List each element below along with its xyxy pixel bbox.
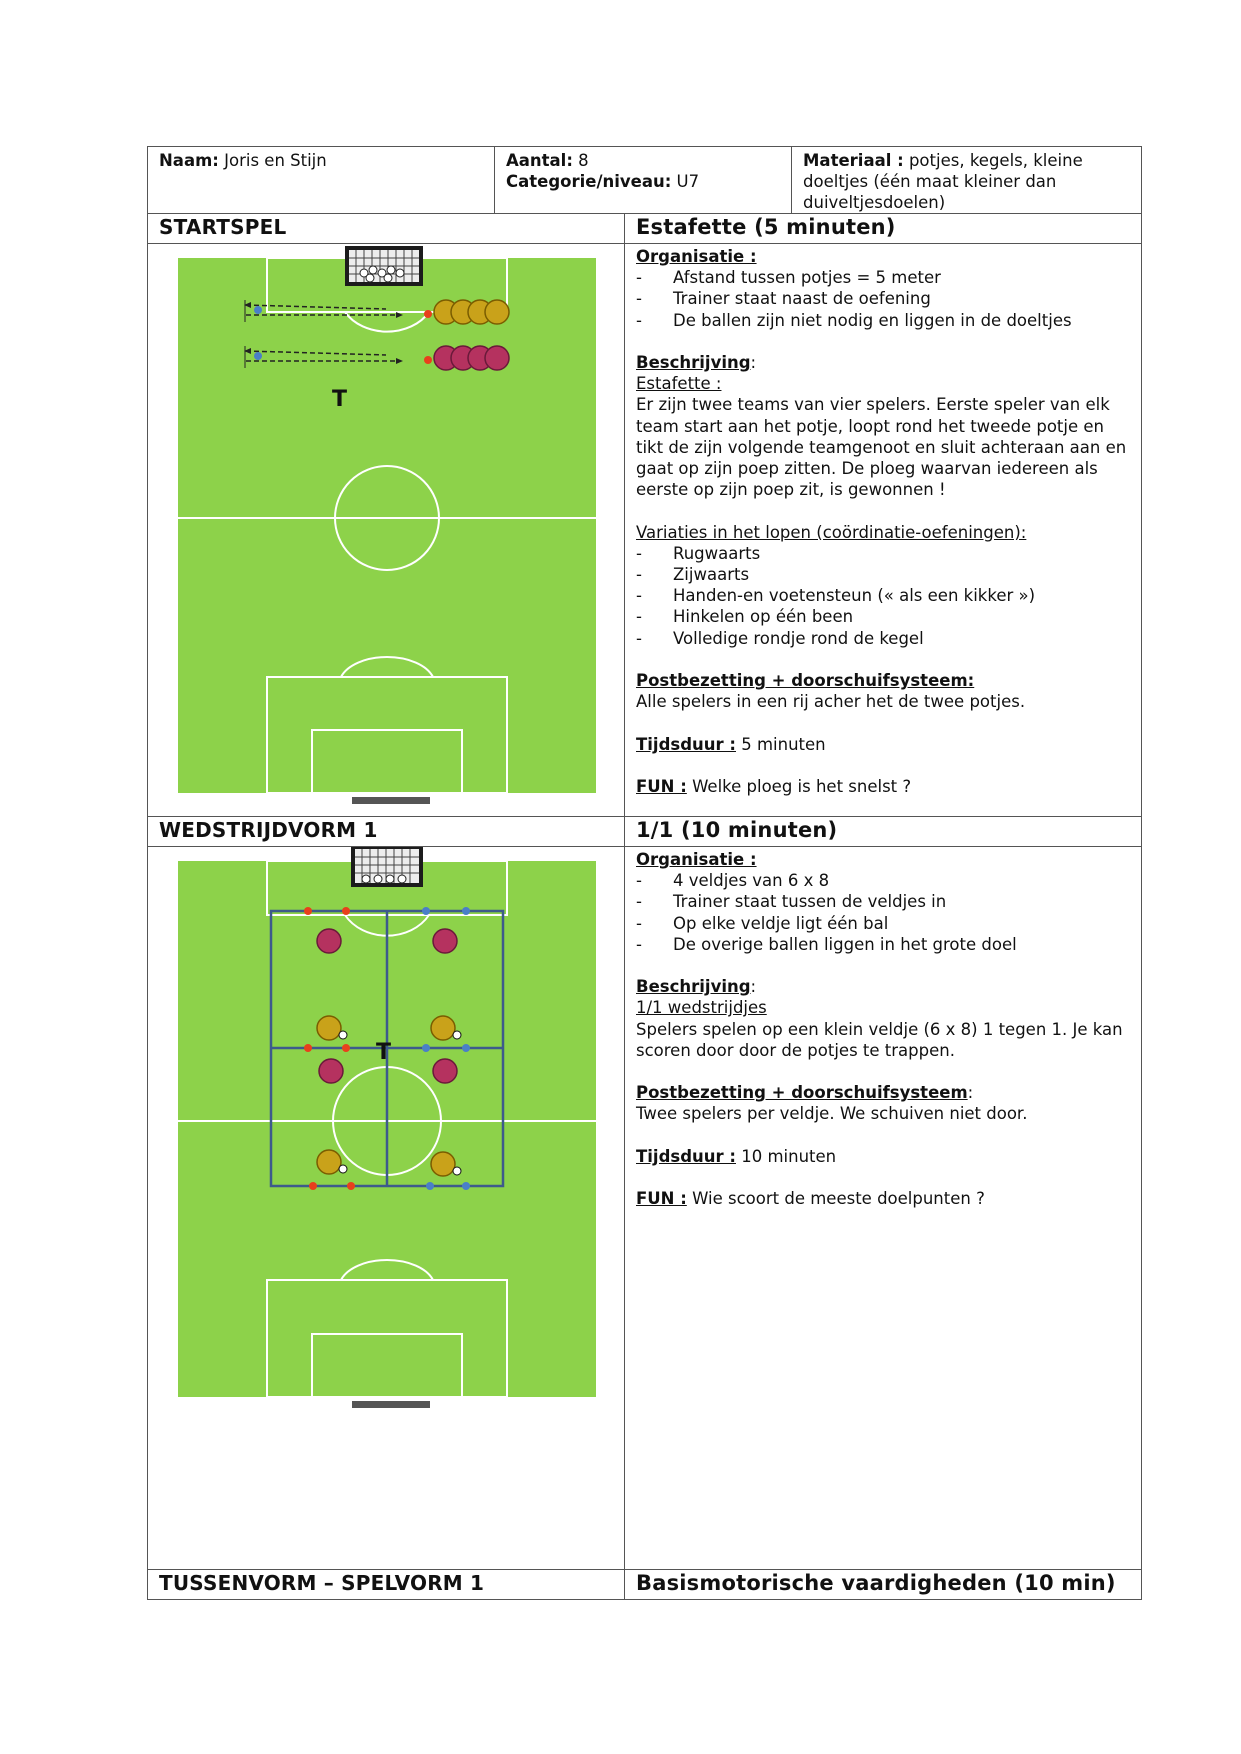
cone-red bbox=[342, 907, 350, 915]
trainer-marker: T bbox=[332, 387, 348, 412]
section3-right-title: Basismotorische vaardigheden (10 min) bbox=[625, 1570, 1142, 1600]
fun-value: Wie scoort de meeste doelpunten ? bbox=[686, 1189, 985, 1209]
cone-red bbox=[342, 1044, 350, 1052]
cone-blue bbox=[426, 1182, 434, 1190]
cone-red bbox=[304, 1044, 312, 1052]
list-item: - Afstand tussen potjes = 5 meter bbox=[636, 267, 1131, 288]
materiaal-value: potjes, kegels, kleine doeltjes (één maat kleiner dan duiveltjesdoelen) bbox=[803, 151, 1083, 212]
list-item: - Trainer staat naast de oefening bbox=[636, 288, 1131, 309]
section1-content-row bbox=[148, 244, 1142, 817]
categorie-label: Categorie/niveau: bbox=[506, 172, 672, 191]
pitch-grass bbox=[178, 258, 596, 793]
aantal-cell bbox=[495, 147, 792, 214]
session-table bbox=[147, 146, 1142, 1600]
ball bbox=[339, 1165, 347, 1173]
beschrijving-sub: Estafette : bbox=[636, 374, 722, 394]
post-label: Postbezetting + doorschuifsysteem: bbox=[636, 671, 975, 691]
beschrijving-text: Spelers spelen op een klein veldje (6 x 8) 1 tegen 1. Je kan scoren door door de potjes te trappen. bbox=[636, 1019, 1123, 1060]
gold-player bbox=[485, 300, 509, 324]
list-item: - Zijwaarts bbox=[636, 564, 1131, 585]
beschrijving-sub: 1/1 wedstrijdjes bbox=[636, 998, 767, 1018]
maroon-player bbox=[433, 929, 457, 953]
section1-diagram-cell bbox=[148, 244, 625, 817]
gold-player bbox=[317, 1016, 341, 1040]
organisatie-label: Organisatie : bbox=[636, 247, 757, 266]
cone-blue bbox=[422, 907, 430, 915]
cone-red bbox=[309, 1182, 317, 1190]
gold-player bbox=[431, 1152, 455, 1176]
aantal-value: 8 bbox=[572, 151, 589, 170]
maroon-player bbox=[317, 929, 341, 953]
section1-right-title: Estafette (5 minuten) bbox=[625, 214, 1142, 244]
section2-content-row bbox=[148, 847, 1142, 1570]
section3-title-row bbox=[148, 1570, 1142, 1600]
naam-label: Naam: bbox=[159, 151, 219, 170]
tijd-label: Tijdsduur : bbox=[636, 1146, 736, 1166]
section2-right-title: 1/1 (10 minuten) bbox=[625, 817, 1142, 847]
gold-player bbox=[317, 1150, 341, 1174]
tijd-value: 5 minuten bbox=[735, 734, 826, 754]
variaties-label: Variaties in het lopen (coördinatie-oefeningen): bbox=[636, 522, 1027, 542]
organisatie-label: Organisatie : bbox=[636, 850, 757, 869]
ball bbox=[453, 1167, 461, 1175]
fun-label: FUN : bbox=[636, 777, 687, 796]
section1-title-row bbox=[148, 214, 1142, 244]
cone-blue bbox=[254, 306, 262, 314]
header-row bbox=[148, 147, 1142, 214]
cone-blue bbox=[462, 1044, 470, 1052]
cone-red bbox=[424, 310, 432, 318]
organisatie-list bbox=[636, 870, 1131, 955]
section2-left-title: WEDSTRIJDVORM 1 bbox=[148, 817, 625, 847]
maroon-player bbox=[485, 346, 509, 370]
trainer-marker: T bbox=[376, 1040, 392, 1065]
cone-blue bbox=[422, 1044, 430, 1052]
list-item: - Rugwaarts bbox=[636, 543, 1131, 564]
cone-blue bbox=[254, 352, 262, 360]
ball bbox=[339, 1031, 347, 1039]
cone-red bbox=[347, 1182, 355, 1190]
maroon-player bbox=[319, 1059, 343, 1083]
tijd-value: 10 minuten bbox=[735, 1146, 837, 1166]
list-item: - 4 veldjes van 6 x 8 bbox=[636, 870, 1131, 891]
section3-left-title: TUSSENVORM – SPELVORM 1 bbox=[148, 1570, 625, 1600]
post-label: Postbezetting + doorschuifsysteem bbox=[636, 1083, 968, 1103]
maroon-player bbox=[433, 1059, 457, 1083]
section1-left-title: STARTSPEL bbox=[148, 214, 625, 244]
post-text: Alle spelers in een rij acher het de twee potjes. bbox=[636, 692, 1026, 712]
cone-red bbox=[424, 356, 432, 364]
cone-blue bbox=[462, 907, 470, 915]
categorie-value: U7 bbox=[671, 172, 700, 191]
list-item: - De ballen zijn niet nodig en liggen in de doeltjes bbox=[636, 310, 1131, 331]
gold-player bbox=[431, 1016, 455, 1040]
naam-cell bbox=[148, 147, 495, 214]
bottom-goal bbox=[352, 797, 430, 804]
section2-title-row bbox=[148, 817, 1142, 847]
session-sheet bbox=[147, 146, 1141, 1600]
section1-text-cell: Organisatie : - Afstand tussen potjes = 5 meter - Trainer staat naast de oefening - De ballen zijn niet nodig en liggen in de doeltjes Beschrijving: Estafette : Er zijn twee teams van vier spelers. Eerste speler van elk team start aan het potje, loopt rond het tweede potje en tikt de zijn volgende teamgenoot en sluit achteraan aan en gaat op zijn poep zitten. De ploeg waarvan iedereen als eerste op zijn poep zit, is gewonnen ! Variaties in het lopen (coördinatie-oefeningen): - Rugwaarts - Zijwaarts - Handen-en voetensteun (« als een kikker ») - Hinkelen op één been - Volledige rondje rond de kegel Postbezetting + doorschuifsysteem: Alle spelers in een rij acher het de twee potjes. Tijdsduur : 5 minuten FUN : Welke ploeg is het snelst ? bbox=[625, 244, 1142, 817]
small-fields-pitch-diagram bbox=[148, 847, 625, 1569]
beschrijving-label: Beschrijving bbox=[636, 977, 751, 997]
fun-value: Welke ploeg is het snelst ? bbox=[686, 777, 912, 796]
cone-red bbox=[304, 907, 312, 915]
organisatie-list bbox=[636, 267, 1131, 331]
variaties-list bbox=[636, 543, 1131, 649]
fun-label: FUN : bbox=[636, 1189, 687, 1209]
aantal-label: Aantal: bbox=[506, 151, 573, 170]
section2-diagram-cell bbox=[148, 847, 625, 1570]
beschrijving-text: Er zijn twee teams van vier spelers. Eerste speler van elk team start aan het potje, loopt rond het tweede potje en tikt de zijn volgende teamgenoot en sluit achteraan aan en gaat op zijn poep zitten. De ploeg waarvan iedereen als eerste op zijn poep zit, is gewonnen ! bbox=[636, 395, 1127, 500]
beschrijving-label: Beschrijving bbox=[636, 353, 751, 372]
list-item: - Trainer staat tussen de veldjes in bbox=[636, 891, 1131, 912]
list-item: - Op elke veldje ligt één bal bbox=[636, 913, 1131, 934]
tijd-label: Tijdsduur : bbox=[636, 734, 736, 754]
materiaal-label: Materiaal : bbox=[803, 151, 904, 170]
section2-text-cell: Organisatie : - 4 veldjes van 6 x 8 - Trainer staat tussen de veldjes in - Op elke veldje ligt één bal - De overige ballen liggen in het grote doel Beschrijving: 1/1 wedstrijdjes Spelers spelen op een klein veldje (6 x 8) 1 tegen 1. Je kan scoren door door de potjes te trappen. Postbezetting + doorschuifsysteem: Twee spelers per veldje. We schuiven niet door. Tijdsduur : 10 minuten FUN : Wie scoort de meeste doelpunten ? bbox=[625, 847, 1142, 1570]
bottom-goal bbox=[352, 1401, 430, 1408]
list-item: - De overige ballen liggen in het grote doel bbox=[636, 934, 1131, 955]
cone-blue bbox=[462, 1182, 470, 1190]
list-item: - Handen-en voetensteun (« als een kikker ») bbox=[636, 585, 1131, 606]
relay-pitch-diagram bbox=[148, 244, 625, 816]
naam-value: Joris en Stijn bbox=[218, 151, 327, 170]
post-text: Twee spelers per veldje. We schuiven niet door. bbox=[636, 1104, 1028, 1124]
materiaal-cell bbox=[792, 147, 1142, 214]
list-item: - Volledige rondje rond de kegel bbox=[636, 628, 1131, 649]
list-item: - Hinkelen op één been bbox=[636, 606, 1131, 627]
ball bbox=[453, 1031, 461, 1039]
